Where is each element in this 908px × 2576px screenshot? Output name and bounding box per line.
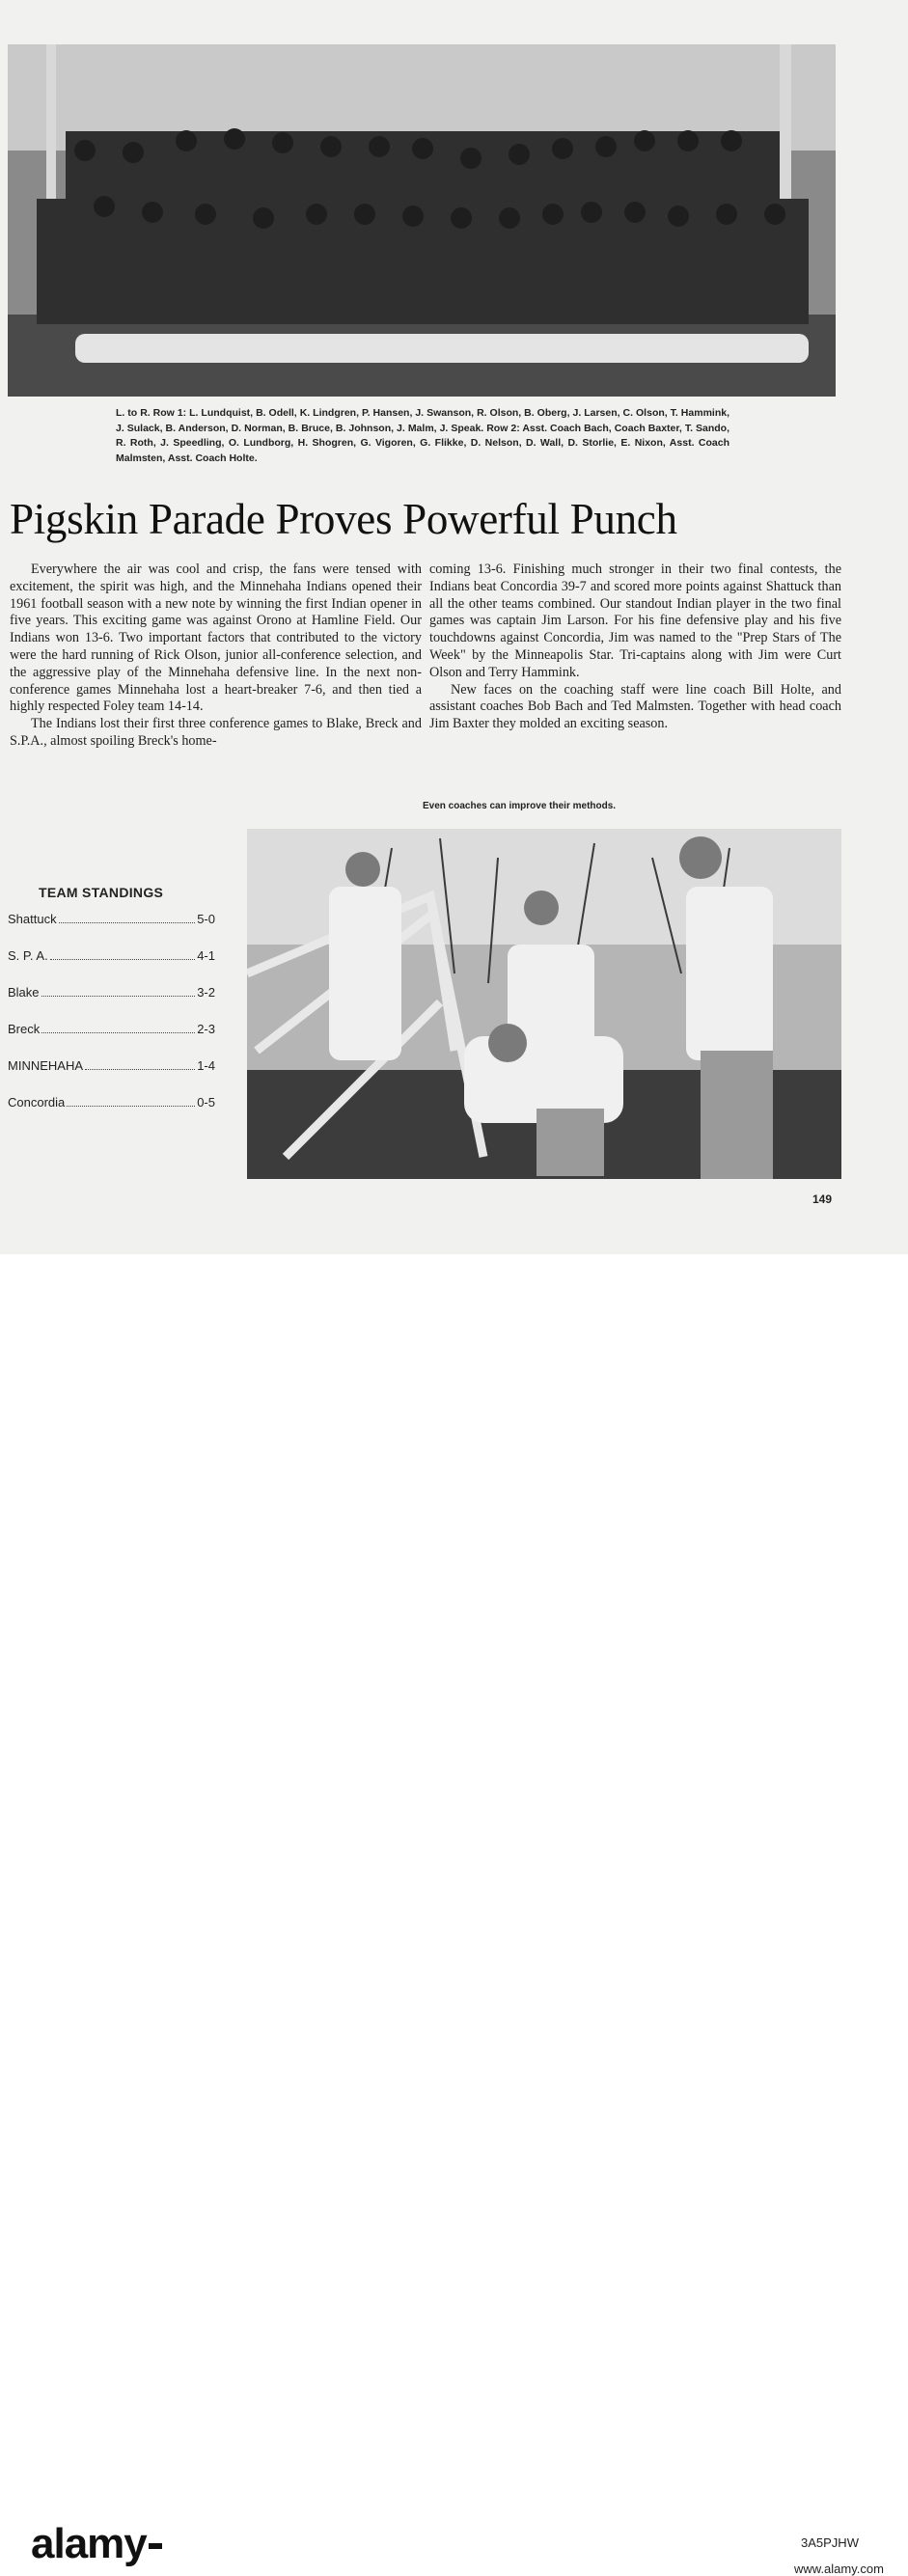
watermark-footer: [0, 1254, 908, 2576]
image-id: 3A5PJHW: [801, 2535, 859, 2550]
standings-table: [8, 912, 215, 1132]
standings-team: S. P. A.: [8, 948, 48, 963]
standings-record: 2-3: [197, 1022, 215, 1036]
standings-team: Breck: [8, 1022, 41, 1036]
team-photo: [8, 44, 836, 397]
standings-record: 5-0: [197, 912, 215, 926]
article-paragraph: Everywhere the air was cool and crisp, the fans were tensed with excitement, the spirit was high, and the Minnehaha Indians opened their 1961 football season with a new note by winning the first Indian opener in five years. This exciting game was against Orono at Hamline Field. Our Indians won 13-6. Two important factors that contributed to the victory were the hard running of Rick Olson, junior all-conference selection, and the aggressive play of the Minnehaha defensive line. In the next non-conference games Minnehaha lost a heart-breaker 7-6, and then tied a highly respected Foley team 14-14.: [10, 562, 422, 715]
leader-dots: [50, 949, 196, 960]
leader-dots: [59, 913, 196, 923]
coaches-photo: [247, 829, 841, 1179]
standings-record: 3-2: [197, 985, 215, 1000]
standings-title: TEAM STANDINGS: [39, 885, 164, 900]
leader-dots: [85, 1059, 195, 1070]
coaches-photo-illustration: [247, 829, 841, 1179]
standings-team: Blake: [8, 985, 40, 1000]
article-column-right: [429, 562, 841, 733]
standings-record: 0-5: [197, 1095, 215, 1110]
article-column-left: [10, 562, 422, 751]
standings-team: Concordia: [8, 1095, 66, 1110]
standings-row: [8, 1022, 215, 1036]
standings-row: [8, 985, 215, 1000]
team-photo-illustration: [8, 44, 836, 397]
leader-dots: [67, 1096, 195, 1107]
article-headline: Pigskin Parade Proves Powerful Punch: [10, 495, 677, 543]
standings-team: Shattuck: [8, 912, 57, 926]
article-paragraph: The Indians lost their first three conference games to Blake, Breck and S.P.A., almost spoiling Breck's home-: [10, 716, 422, 749]
leader-dots: [41, 986, 196, 997]
standings-row: [8, 948, 215, 963]
page-number: 149: [812, 1192, 833, 1206]
brand-logo: [31, 2520, 162, 2568]
standings-row: [8, 912, 215, 926]
yearbook-page: [0, 0, 908, 1254]
standings-row: [8, 1058, 215, 1073]
standings-row: [8, 1095, 215, 1110]
coaches-photo-caption: Even coaches can improve their methods.: [423, 801, 617, 811]
team-photo-caption: L. to R. Row 1: L. Lundquist, B. Odell, K. Lindgren, P. Hansen, J. Swanson, R. Olson, B. Oberg, J. Larsen, C. Olson, T. Hammink, J. Sulack, B. Anderson, D. Norman, B. Bruce, B. Johnson, J. Malm, J. Speak. Row 2: Asst. Coach Bach, Coach Baxter, T. Sando, R. Roth, J. Speedling, O. Lundborg, H. Shogren, G. Vigoren, G. Flikke, D. Nelson, D. Wall, D. Storlie, E. Nixon, Asst. Coach Malmsten, Asst. Coach Holte.: [116, 407, 729, 464]
footer-url[interactable]: www.alamy.com: [794, 2562, 884, 2576]
brand-logo-bar: [149, 2543, 162, 2549]
brand-logo-text: alamy: [31, 2520, 147, 2567]
article-paragraph: New faces on the coaching staff were line coach Bill Holte, and assistant coaches Bob Bach and Ted Malmsten. Together with head coach Jim Baxter they molded an exciting season.: [429, 681, 841, 732]
standings-team: MINNEHAHA: [8, 1058, 84, 1073]
standings-record: 4-1: [197, 948, 215, 963]
leader-dots: [41, 1023, 195, 1033]
article-paragraph: coming 13-6. Finishing much stronger in their two final contests, the Indians beat Concordia 39-7 and scored more points against Shattuck than all the other teams combined. Our standout Indian player in the two final games was captain Jim Larson. For his fine defensive play and his five touchdowns against Concordia, Jim was named to the "Prep Stars of The Week" by the Minneapolis Star. Tri-captains along with Jim were Curt Olson and Terry Hammink.: [429, 562, 841, 680]
standings-record: 1-4: [197, 1058, 215, 1073]
